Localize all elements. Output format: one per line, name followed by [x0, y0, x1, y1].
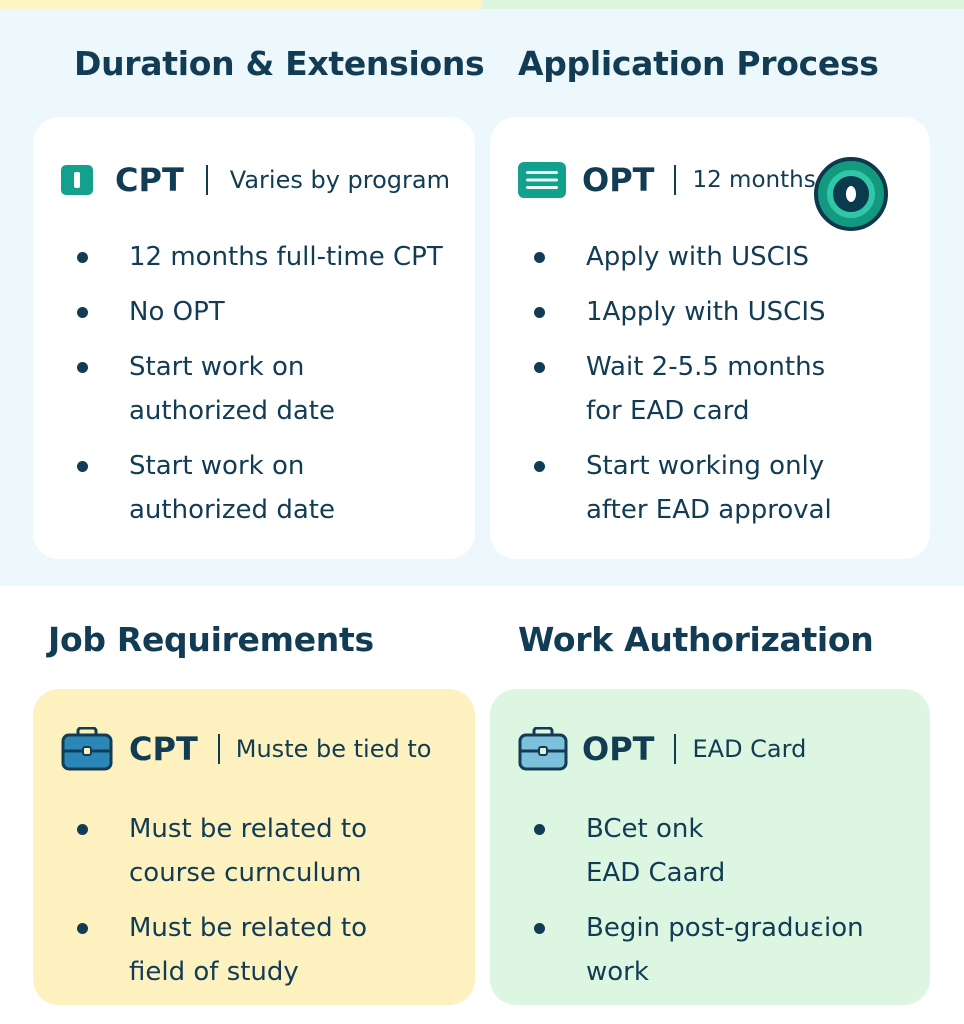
list-item: Start work on authorized date — [33, 345, 443, 433]
card-label: CPT — [129, 730, 198, 768]
list-item: Start work on authorized date — [33, 444, 443, 532]
section-title-work: Work Authorization — [518, 620, 874, 659]
card-label: OPT — [582, 161, 655, 199]
card-subtitle: Varies by program — [229, 166, 450, 194]
card-header — [61, 161, 450, 199]
divider — [218, 734, 220, 764]
list-document-icon — [518, 162, 566, 198]
target-center — [846, 186, 856, 202]
list-item: BCet onk EAD Caard — [490, 807, 864, 895]
target-icon — [814, 157, 888, 231]
card-subtitle: EAD Card — [692, 735, 807, 763]
divider — [206, 165, 208, 195]
top-accent-bar-green — [482, 0, 964, 9]
divider — [674, 734, 676, 764]
top-accent-bar-yellow — [0, 0, 482, 9]
card-label: CPT — [115, 161, 184, 199]
list-item: Begin post-graduɛion work — [490, 906, 864, 994]
card-subtitle: 12 months — [692, 167, 816, 193]
card-header — [518, 727, 806, 771]
divider — [674, 165, 676, 195]
bullet-list — [490, 807, 864, 1005]
bullet-list — [33, 807, 367, 1005]
card-job-cpt — [33, 689, 475, 1005]
card-header — [518, 161, 816, 199]
list-item: Must be related to field of study — [33, 906, 367, 994]
bullet-list — [490, 235, 832, 543]
card-label: OPT — [582, 730, 655, 768]
section-title-job: Job Requirements — [48, 620, 374, 659]
list-item: 12 months full-time CPT — [33, 235, 443, 279]
teal-pill-icon — [61, 165, 93, 195]
card-subtitle: Muste be tied to — [235, 735, 432, 763]
section-title-duration: Duration & Extensions — [74, 44, 485, 83]
list-item: No OPT — [33, 290, 443, 334]
target-ring — [827, 170, 875, 218]
briefcase-icon — [61, 727, 113, 771]
card-work-opt — [490, 689, 930, 1005]
section-title-application: Application Process — [518, 44, 879, 83]
list-item: Must be related to course curnculum — [33, 807, 367, 895]
list-item: 1Apply with USCIS — [490, 290, 832, 334]
list-item: Wait 2-5.5 months for EAD card — [490, 345, 832, 433]
list-item: Start working only after EAD approval — [490, 444, 832, 532]
card-application-opt — [490, 117, 930, 559]
card-duration-cpt — [33, 117, 475, 559]
briefcase-icon — [518, 727, 568, 771]
card-header — [61, 727, 431, 771]
list-item: Apply with USCIS — [490, 235, 832, 279]
bullet-list — [33, 235, 443, 543]
